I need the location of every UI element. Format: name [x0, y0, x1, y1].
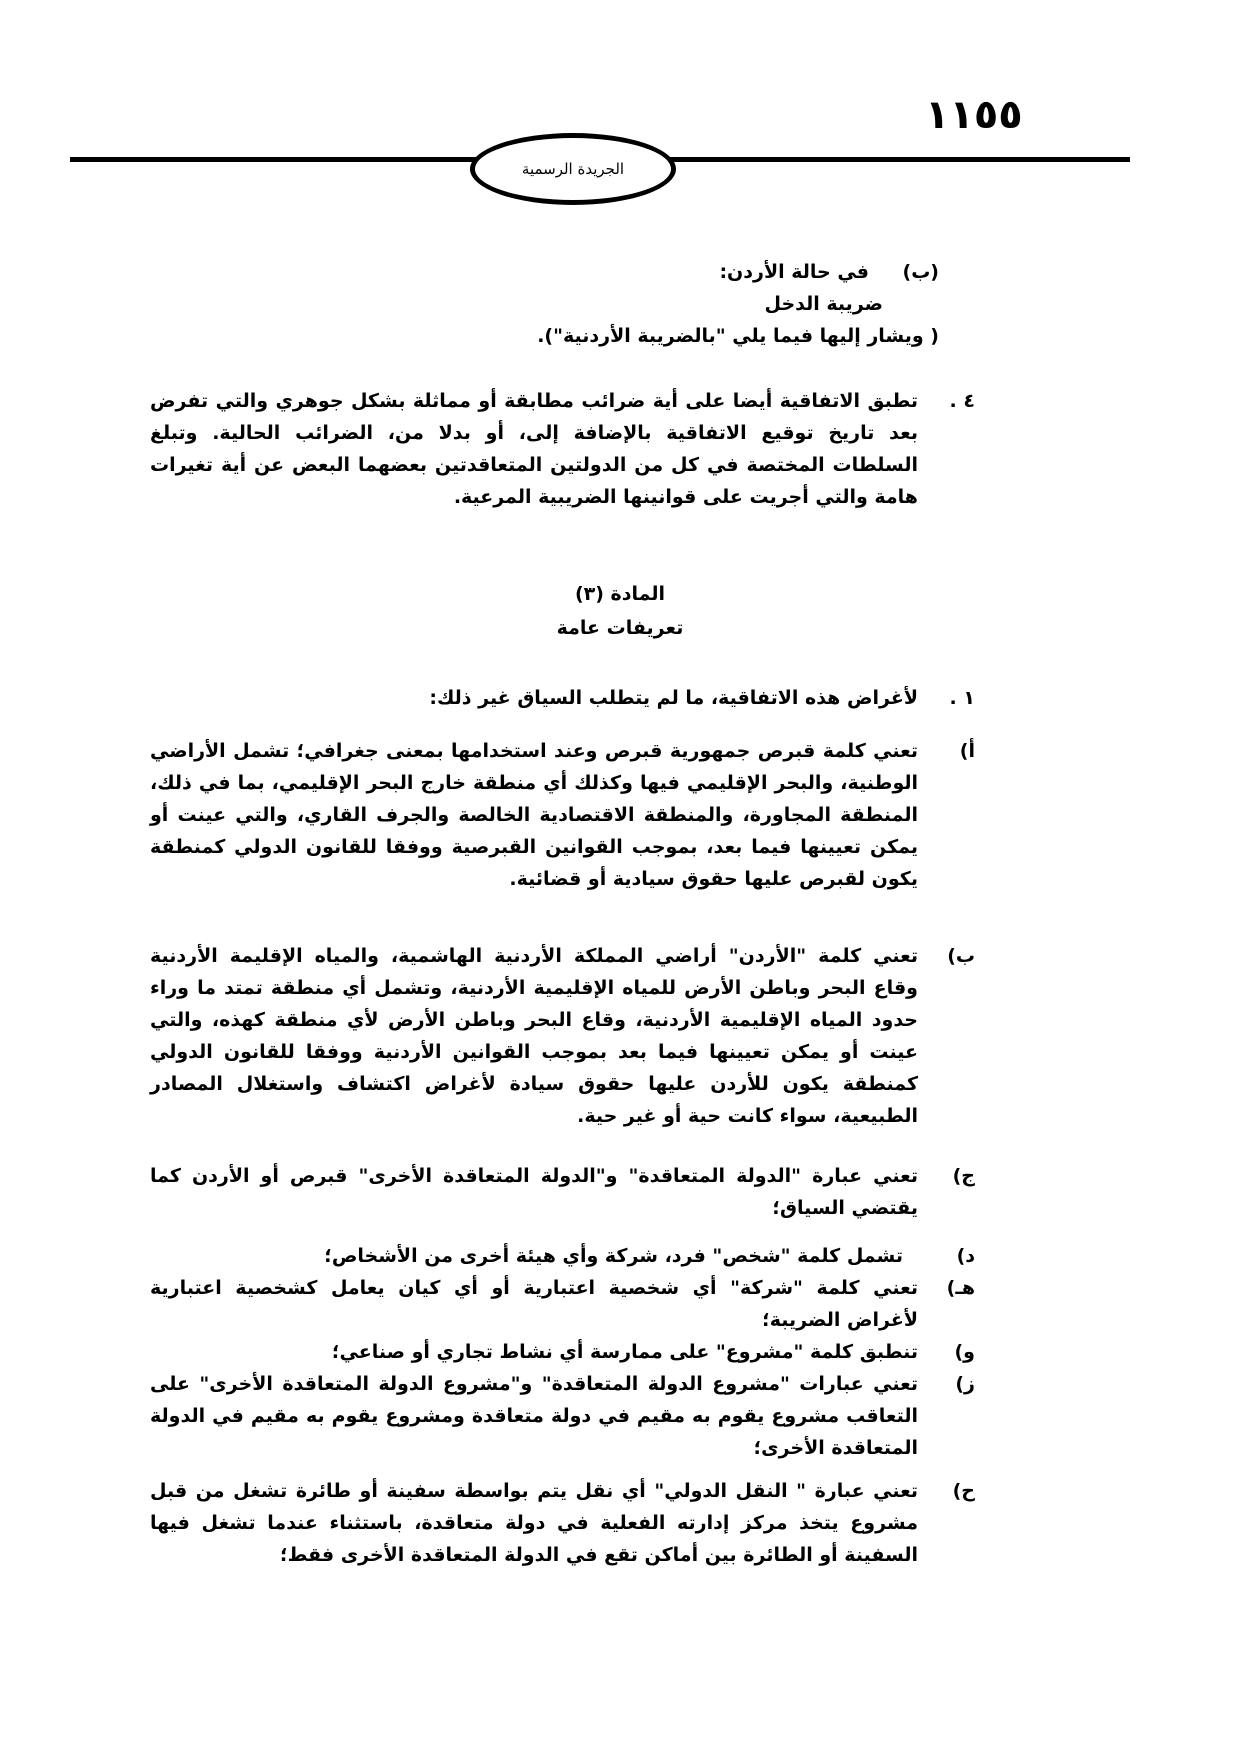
jordan-tax-mark: (ب) [902, 261, 939, 283]
definition-text: تشمل كلمة "شخص" فرد، شركة وأي هيئة أخرى من الأشخاص؛ [324, 1245, 903, 1267]
paragraph-4 [150, 385, 975, 513]
definition-mark: هـ) [946, 1277, 975, 1299]
definition-mark: ج) [952, 1165, 975, 1187]
definition-text: تعني عبارة " النقل الدولي" أي نقل يتم بواسطة سفينة أو طائرة تشغل من قبل مشروع يتخذ مركز إدارته الفعلية في دولة متعاقدة، باستثناء عندما تشغل فيها السفينة أو الطائرة بين أماكن تقع في الدولة المتعاقدة الأخرى فقط؛ [150, 1480, 918, 1566]
definition-item [150, 940, 975, 1132]
definition-mark: أ) [959, 740, 975, 762]
definition-item [150, 1272, 975, 1336]
definition-mark: ح) [952, 1480, 975, 1502]
gazette-title: الجريدة الرسمية [521, 160, 625, 178]
paragraph-1 [150, 682, 975, 714]
definition-item [150, 1240, 975, 1272]
definition-text: تعني عبارات "مشروع الدولة المتعاقدة" و"مشروع الدولة المتعاقدة الأخرى" على التعاقب مشروع يقوم به مقيم في دولة متعاقدة ومشروع يقوم به مقيم في الدولة المتعاقدة الأخرى؛ [150, 1373, 918, 1459]
paragraph-1-text: لأغراض هذه الاتفاقية، ما لم يتطلب السياق غير ذلك: [429, 687, 918, 709]
definition-item [150, 1475, 975, 1571]
paragraph-4-text: تطبق الاتفاقية أيضا على أية ضرائب مطابقة أو مماثلة بشكل جوهري والتي تفرض بعد تاريخ توقيع الاتفاقية بالإضافة إلى، أو بدلا من، الضرائب الحالية. وتبلغ السلطات المختصة في كل من الدولتين المتعاقدتين بعضهما البعض عن أية تغيرات هامة والتي أجريت على قوانينها الضريبية المرعية. [150, 390, 918, 508]
definition-mark: ب) [947, 945, 975, 967]
definition-item [150, 1160, 975, 1224]
definition-item [150, 735, 975, 895]
page-number: ١١٥٥ [925, 92, 1023, 138]
article-subtitle: تعريفات عامة [556, 617, 684, 639]
jordan-tax-name: ضريبة الدخل [764, 293, 883, 315]
paragraph-1-number: ١ . [949, 687, 975, 709]
definition-text: تنطبق كلمة "مشروع" على ممارسة أي نشاط تجاري أو صناعي؛ [331, 1341, 918, 1363]
article-title: المادة (٣) [574, 583, 666, 605]
definition-mark: و) [954, 1341, 975, 1363]
jordan-tax-reference: ( ويشار إليها فيما يلي "بالضريبة الأردنية"). [537, 325, 939, 347]
definition-text: تعني كلمة "الأردن" أراضي المملكة الأردنية الهاشمية، والمياه الإقليمة الأردنية وقاع البحر وباطن الأرض للمياه الإقليمية الأردنية، وتشمل أي منطقة تمتد ما وراء حدود المياه الإقليمية الأردنية، وقاع البحر وباطن الأرض لأي منطقة كهذه، والتي عينت أو يمكن تعيينها فيما بعد بموجب القوانين الأردنية ووفقا للقانون الدولي كمنطقة يكون للأردن عليها حقوق سيادة لأغراض اكتشاف واستغلال المصادر الطبيعية، سواء كانت حية أو غير حية. [150, 945, 918, 1127]
definition-text: تعني كلمة "شركة" أي شخصية اعتبارية أو أي كيان يعامل كشخصية اعتبارية لأغراض الضريبة؛ [150, 1277, 918, 1331]
jordan-tax-heading: في حالة الأردن: [719, 261, 869, 283]
definition-text: تعني عبارة "الدولة المتعاقدة" و"الدولة المتعاقدة الأخرى" قبرص أو الأردن كما يقتضي السياق؛ [150, 1165, 918, 1219]
definition-mark: د) [956, 1245, 975, 1267]
definition-text: تعني كلمة قبرص جمهورية قبرص وعند استخدامها بمعنى جغرافي؛ تشمل الأراضي الوطنية، والبحر الإقليمي فيها وكذلك أي منطقة خارج البحر الإقليمي، بما في ذلك، المنطقة المجاورة، والمنطقة الاقتصادية الخالصة والجرف القاري، والتي عينت أو يمكن تعيينها فيما بعد، بموجب القوانين القبرصية ووفقا للقانون الدولي كمنطقة يكون لقبرص عليها حقوق سيادية أو قضائية. [150, 740, 918, 890]
definition-item [150, 1368, 975, 1464]
definition-mark: ز) [955, 1373, 975, 1395]
gazette-title-oval [470, 133, 676, 205]
definition-item [150, 1336, 975, 1368]
paragraph-4-number: ٤ . [949, 390, 975, 412]
